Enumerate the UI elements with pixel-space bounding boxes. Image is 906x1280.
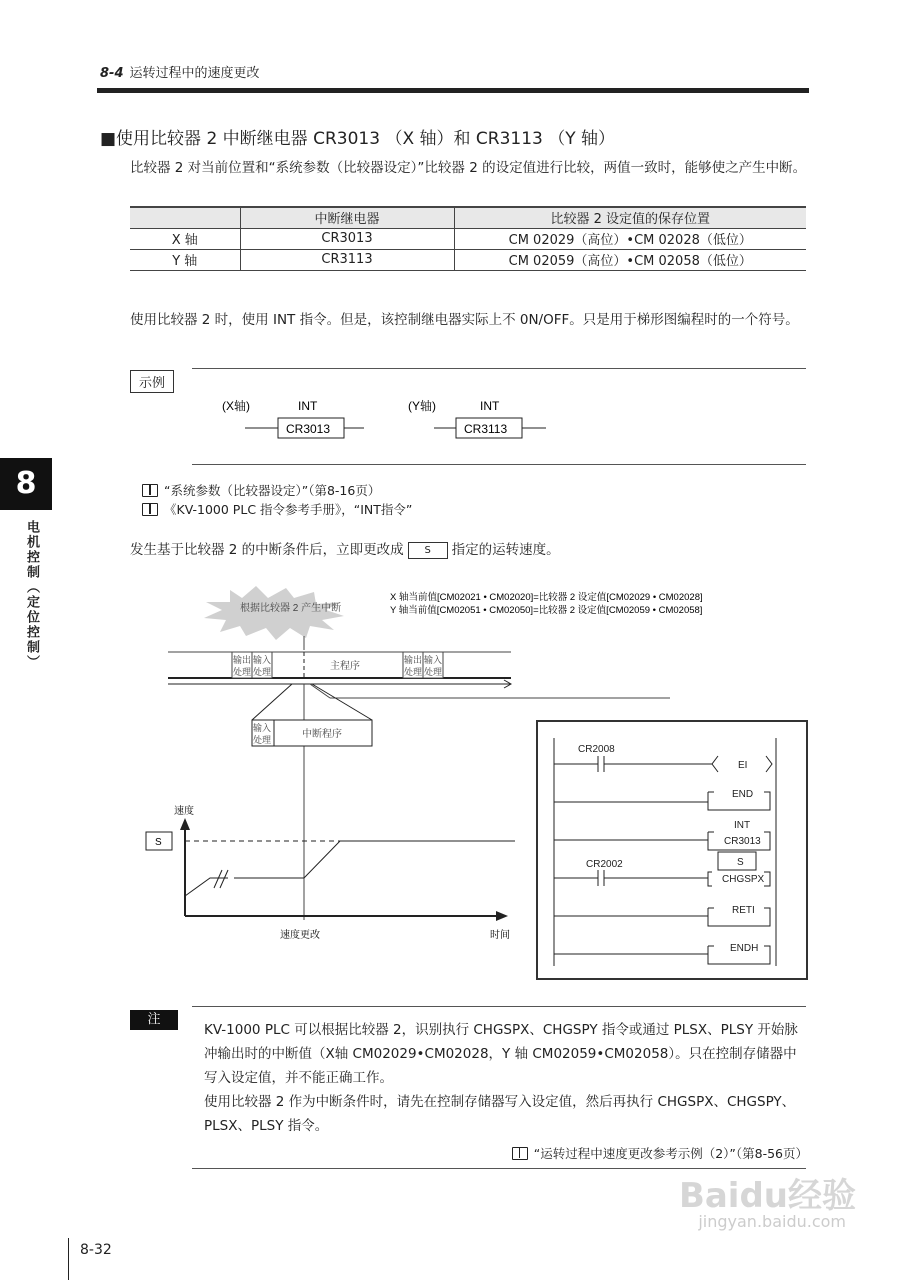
condition-x: X 轴当前值[CM02021 • CM02020]=比较器 2 设定值[CM02029 • CM02028] bbox=[390, 592, 703, 603]
reti-instruction: RETI bbox=[732, 905, 755, 916]
label: 输入 bbox=[253, 655, 272, 665]
section-title: 运转过程中的速度更改 bbox=[129, 66, 260, 81]
x-relay: CR3013 bbox=[286, 422, 331, 436]
interrupt-program-label: 中断程序 bbox=[302, 729, 342, 740]
divider bbox=[192, 368, 806, 369]
ref-text: “系统参数（比较器设定）”（第8-16页） bbox=[164, 483, 381, 498]
label: 输出 bbox=[404, 655, 423, 665]
int-label: INT bbox=[480, 399, 500, 413]
time-axis-label: 时间 bbox=[490, 930, 510, 941]
s-operand: S bbox=[737, 857, 744, 868]
speed-change-text bbox=[130, 538, 560, 563]
label: 输入 bbox=[424, 655, 443, 665]
cell: CR3013 bbox=[240, 228, 454, 249]
int-relay: CR3013 bbox=[724, 836, 761, 847]
page-heading: ■使用比较器 2 中断继电器 CR3013 （X 轴）和 CR3113 （Y 轴） bbox=[100, 129, 616, 149]
note-line: 使用比较器 2 作为中断条件时，请先在控制存储器写入设定值，然后再执行 CHGSPX、CHGSPY、PLSX、PLSY 指令。 bbox=[204, 1094, 796, 1134]
table-row bbox=[130, 228, 806, 249]
label: 输出 bbox=[233, 655, 252, 665]
reference-link[interactable] bbox=[142, 500, 412, 519]
ref-text: “运转过程中速度更改参考示例（2）”（第8-56页） bbox=[533, 1146, 808, 1161]
x-axis-label: (X轴) bbox=[222, 399, 250, 413]
cell: Y 轴 bbox=[130, 249, 240, 270]
cell: CM 02059（高位）•CM 02058（低位） bbox=[454, 249, 806, 270]
main-program-label: 主程序 bbox=[330, 661, 360, 672]
ref-text: 《KV-1000 PLC 指令参考手册》，“INT指令” bbox=[164, 502, 413, 517]
y-axis-label: (Y轴) bbox=[408, 399, 436, 413]
y-relay: CR3113 bbox=[464, 422, 508, 436]
ei-coil: EI bbox=[738, 760, 748, 771]
page-number-rule bbox=[68, 1238, 69, 1280]
references bbox=[142, 481, 412, 519]
example-diagram bbox=[200, 390, 600, 450]
label: 处理 bbox=[253, 667, 272, 677]
divider bbox=[192, 1006, 806, 1007]
cell: CM 02029（高位）•CM 02028（低位） bbox=[454, 228, 806, 249]
header-rule bbox=[97, 88, 809, 93]
text: 发生基于比较器 2 的中断条件后，立即更改成 bbox=[130, 542, 404, 558]
label: 处理 bbox=[253, 735, 272, 745]
table-row bbox=[130, 249, 806, 270]
note-body bbox=[204, 1018, 808, 1166]
int-label: INT bbox=[298, 399, 318, 413]
intro-text: 比较器 2 对当前位置和“系统参数（比较器设定）”比较器 2 的设定值进行比较，两值一致时，能够使之产生中断。 bbox=[130, 160, 807, 176]
table-header: 中断继电器 bbox=[240, 207, 454, 228]
reference-link[interactable] bbox=[204, 1142, 808, 1166]
book-icon bbox=[512, 1147, 528, 1160]
watermark-url: jingyan.baidu.com bbox=[698, 1212, 846, 1231]
text: 指定的运转速度。 bbox=[451, 542, 560, 558]
example-label: 示例 bbox=[130, 370, 174, 393]
note-label: 注 bbox=[130, 1010, 178, 1030]
cell: CR3113 bbox=[240, 249, 454, 270]
table-header: 比较器 2 设定值的保存位置 bbox=[454, 207, 806, 228]
watermark-logo: Baidu经验 bbox=[678, 1176, 856, 1216]
page-number: 8-32 bbox=[80, 1242, 112, 1258]
int-instruction: INT bbox=[734, 820, 751, 831]
cell: X 轴 bbox=[130, 228, 240, 249]
end-instruction: END bbox=[732, 789, 754, 800]
note-line: KV-1000 PLC 可以根据比较器 2，识别执行 CHGSPX、CHGSPY 指令或通过 PLSX、PLSY 开始脉冲输出时的中断值（X轴 CM02029•CM02028，Y 轴 CM02059•CM02058）。只在控制存储器中写入设定值，并不能正确工作。 bbox=[204, 1022, 798, 1086]
s-label: S bbox=[155, 837, 162, 848]
endh-instruction: ENDH bbox=[730, 943, 759, 954]
book-icon bbox=[142, 503, 158, 516]
contact-cr2008: CR2008 bbox=[578, 744, 615, 755]
relay-table bbox=[130, 206, 806, 271]
chgspx-instruction: CHGSPX bbox=[722, 874, 765, 885]
section-number: 8-4 bbox=[100, 66, 124, 81]
running-header bbox=[100, 62, 260, 81]
book-icon bbox=[142, 484, 158, 497]
reference-link[interactable] bbox=[142, 481, 412, 500]
contact-cr2002: CR2002 bbox=[586, 859, 623, 870]
s-box: S bbox=[408, 542, 448, 559]
label: 处理 bbox=[424, 667, 443, 677]
divider bbox=[192, 464, 806, 465]
condition-y: Y 轴当前值[CM02051 • CM02050]=比较器 2 设定值[CM02059 • CM02058] bbox=[390, 605, 703, 616]
burst-label: 根据比较器 2 产生中断 bbox=[240, 603, 342, 614]
label: 处理 bbox=[404, 667, 423, 677]
table-header bbox=[130, 207, 240, 228]
chapter-tab: 8 bbox=[0, 458, 52, 510]
chapter-label: 电机控制（定位控制） bbox=[24, 520, 39, 670]
int-instruction-text: 使用比较器 2 时，使用 INT 指令。但是，该控制继电器实际上不 0N/OFF。只是用于梯形图编程时的一个符号。 bbox=[130, 312, 799, 328]
speed-axis-label: 速度 bbox=[174, 806, 194, 817]
label: 处理 bbox=[233, 667, 252, 677]
ladder-diagram bbox=[536, 720, 808, 982]
label: 输入 bbox=[253, 723, 272, 733]
speed-change-label: 速度更改 bbox=[280, 930, 320, 941]
